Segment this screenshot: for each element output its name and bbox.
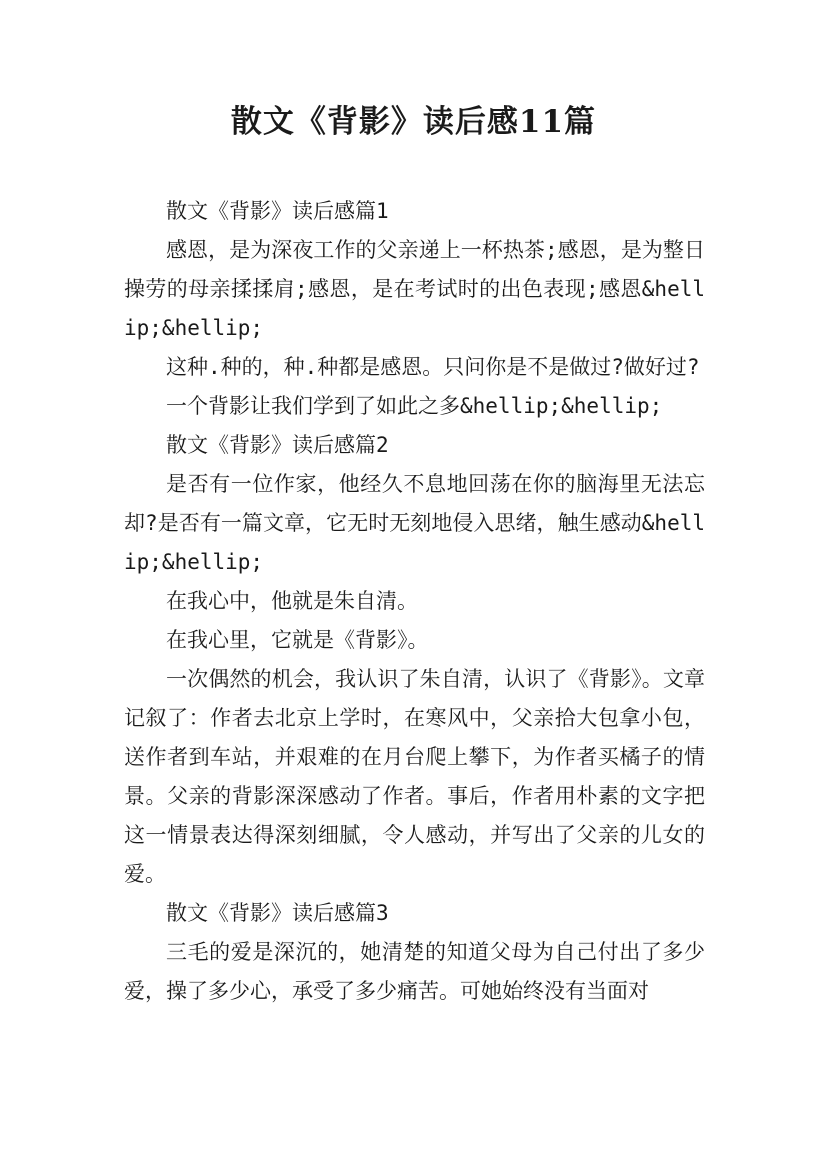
section-heading-3: 散文《背影》读后感篇3	[166, 901, 389, 925]
paragraph: 在我心里，它就是《背影》。	[166, 628, 429, 652]
paragraph: 一次偶然的机会，我认识了朱自清，认识了《背影》。文章记叙了：作者去北京上学时，在寒风中，父亲拾大包拿小包，送作者到车站，并艰难的在月台爬上攀下，为作者买橘子的情景。父亲的背影深深感动了作者。事后，作者用朴素的文字把这一情景表达得深刻细腻，令人感动，并写出了父亲的儿女的爱。	[124, 667, 705, 886]
paragraph: 这种.种的，种.种都是感恩。只问你是不是做过?做好过?	[166, 355, 700, 379]
paragraph: 一个背影让我们学到了如此之多&hellip;&hellip;	[166, 394, 663, 418]
document-title: 散文《背影》读后感11篇	[230, 104, 597, 140]
paragraph: 感恩，是为深夜工作的父亲递上一杯热茶;感恩，是为整日操劳的母亲揉揉肩;感恩，是在考试时的出色表现;感恩&hellip;&hellip;	[124, 238, 705, 340]
paragraph: 在我心中，他就是朱自清。	[166, 589, 418, 613]
paragraph: 是否有一位作家，他经久不息地回荡在你的脑海里无法忘却?是否有一篇文章，它无时无刻地侵入思绪，触生感动&hellip;&hellip;	[124, 472, 705, 574]
section-heading-2: 散文《背影》读后感篇2	[166, 433, 389, 457]
paragraph: 三毛的爱是深沉的，她清楚的知道父母为自己付出了多少爱，操了多少心，承受了多少痛苦。可她始终没有当面对	[124, 940, 705, 1003]
section-heading-1: 散文《背影》读后感篇1	[166, 199, 389, 223]
document-body	[124, 192, 705, 1011]
